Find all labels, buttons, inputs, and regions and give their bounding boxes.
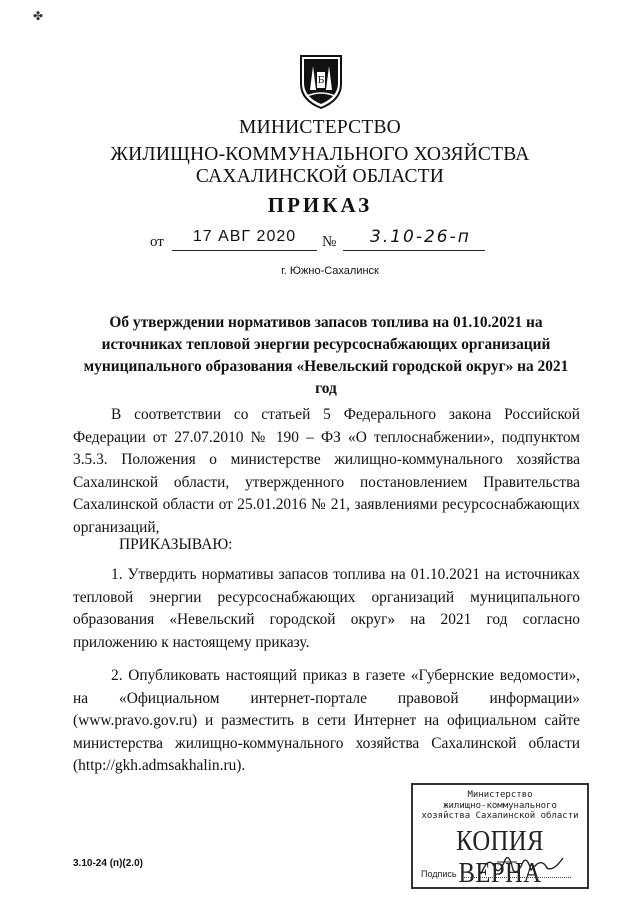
preamble xyxy=(73,404,580,539)
order-item-1-text: 1. Утвердить нормативы запасов топлива на 01.10.2021 на источниках тепловой энергии ресурсоснабжающих организаций муниципального образования «Невельский городской округ» на 2021 год согласно приложению к настоящему приказу. xyxy=(73,566,580,651)
stamp-sign-label: Подпись xyxy=(421,869,457,879)
number-value: 3.10-26-п xyxy=(370,227,471,247)
preamble-paragraph: В соответствии со статьей 5 Федерального закона Российской Федерации от 27.07.2010 № 190 – ФЗ «О теплоснабжении», подпунктом 3.5.3. Положения о министерстве жилищно-коммунального хозяйства Сахалинской области, утвержденного постановлением Правительства Сахалинской области от 25.01.2016 № 21, заявлениями ресурсоснабжающих организаций, xyxy=(73,406,580,536)
svg-text:Б: Б xyxy=(317,76,325,86)
date-number-line xyxy=(0,228,640,254)
document-type: ПРИКАЗ xyxy=(267,193,373,217)
certified-copy-stamp xyxy=(411,783,589,889)
number-label: № xyxy=(322,234,337,250)
order-word: ПРИКАЗЫВАЮ: xyxy=(119,536,233,553)
stamp-title: КОПИЯ ВЕРНА xyxy=(456,824,544,889)
date-value: 17 АВГ 2020 xyxy=(192,228,297,245)
signature xyxy=(477,850,567,880)
stamp-line-1: Министерство xyxy=(467,790,533,800)
order-item-2-text: 2. Опубликовать настоящий приказ в газете «Губернские ведомости», на «Официальном интернет-портале правовой информации» (www.pravo.gov.ru) и разместить в сети Интернет на официальном сайте министерства жилищно-коммунального хозяйства Сахалинской области (http://gkh.admsakhalin.ru). xyxy=(73,667,580,774)
date-label: от xyxy=(150,234,164,250)
stamp-line-3: хозяйства Сахалинской области xyxy=(421,811,579,821)
order-item-1 xyxy=(73,564,580,654)
ministry-line-1: МИНИСТЕРСТВО xyxy=(239,117,401,138)
form-code: 3.10-24 (п)(2.0) xyxy=(73,858,143,869)
order-item-2 xyxy=(73,665,580,778)
ministry-line-3: САХАЛИНСКОЙ ОБЛАСТИ xyxy=(195,166,445,187)
ministry-line-2: ЖИЛИЩНО-КОММУНАЛЬНОГО ХОЗЯЙСТВА xyxy=(110,144,530,165)
number-underline xyxy=(343,250,485,251)
corner-mark: ✤ xyxy=(33,9,44,23)
document-subject: Об утверждении нормативов запасов топлива на 01.10.2021 на источниках тепловой энергии ресурсоснабжающих организаций муниципального образования «Невельский городской округ» на 2021 год xyxy=(83,314,569,397)
city: г. Южно-Сахалинск xyxy=(281,265,379,277)
stamp-line-2: жилищно-коммунального xyxy=(443,800,557,811)
coat-of-arms-emblem xyxy=(297,50,345,110)
date-underline xyxy=(172,250,317,251)
